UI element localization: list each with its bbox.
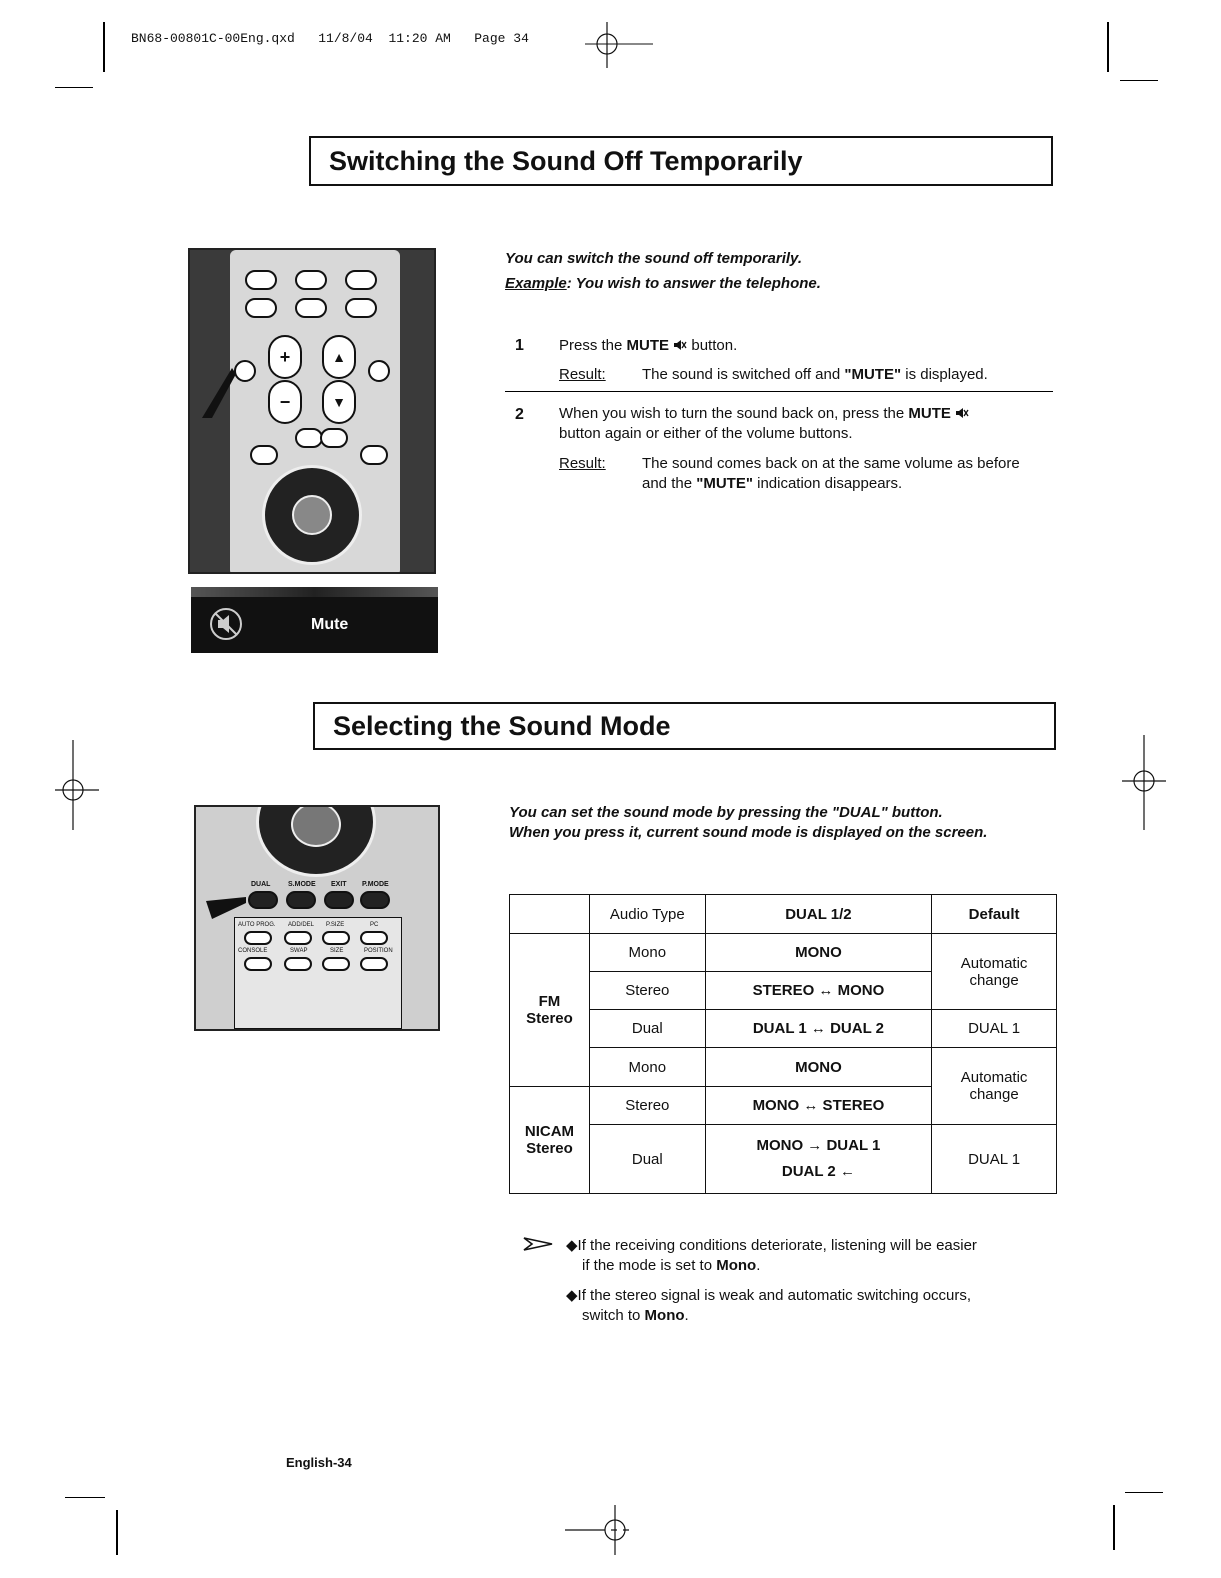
remote-button — [245, 270, 277, 290]
group-name-fm: FM Stereo — [510, 934, 590, 1087]
dual-cycle-bottom: DUAL 2 ← — [781, 1163, 855, 1180]
note-2-end: . — [684, 1307, 689, 1324]
table-row — [510, 934, 1057, 972]
step-2-result-label: Result: — [559, 455, 606, 472]
osd-mute-bar-stripe — [191, 587, 438, 597]
remote-button — [360, 445, 388, 465]
remote-button — [322, 931, 350, 945]
audio-type-cell: Dual — [589, 1125, 705, 1194]
step-2-result-bold: "MUTE" — [696, 475, 753, 492]
sound-mode-table — [509, 894, 1057, 1194]
sound-mode-intro-1: You can set the sound mode by pressing the "DUAL" button. — [509, 804, 943, 821]
remote-button — [360, 957, 388, 971]
remote-label-exit: EXIT — [331, 881, 347, 888]
remote-button — [324, 891, 354, 909]
crop-mark — [1107, 22, 1109, 72]
channel-down-button: ▼ — [322, 380, 356, 424]
step-2-result-b-post: indication disappears. — [752, 475, 903, 492]
remote-button — [360, 931, 388, 945]
step-2-text-a: When you wish to turn the sound back on, press the — [559, 405, 909, 422]
remote-button — [360, 891, 390, 909]
dual-cell: MONO — [705, 1048, 931, 1087]
step-1-result-b: is displayed. — [901, 366, 988, 383]
remote-button — [286, 891, 316, 909]
registration-mark-bottom — [565, 1505, 665, 1555]
sound-mode-intro-2: When you press it, current sound mode is displayed on the screen. — [509, 824, 988, 841]
crop-mark — [1120, 80, 1158, 81]
remote-label-position: POSITION — [364, 948, 393, 954]
table-header-cell: Default — [932, 895, 1057, 934]
remote-label-psize: P.SIZE — [326, 922, 345, 928]
remote-label-adddel: ADD/DEL — [288, 922, 315, 928]
page-number: English-34 — [286, 1455, 352, 1470]
remote-label-dual: DUAL — [251, 881, 271, 888]
section-title-mute-text: Switching the Sound Off Temporarily — [329, 145, 803, 176]
note-1-end: . — [756, 1257, 761, 1274]
step-2-result-a: The sound comes back on at the same volume as before — [642, 455, 1020, 472]
step-1-text — [559, 336, 737, 356]
volume-down-button: − — [268, 380, 302, 424]
note-2-line-b: switch to — [582, 1307, 645, 1324]
remote-label-swap: SWAP — [290, 948, 308, 954]
section-title-mute — [309, 136, 1053, 186]
remote-button — [244, 957, 272, 971]
crop-mark — [1125, 1492, 1163, 1493]
step-1-text-a: Press the — [559, 337, 627, 354]
crop-mark — [1113, 1505, 1115, 1550]
remote-control-image-dual — [194, 805, 440, 1031]
channel-up-button: ▲ — [322, 335, 356, 379]
example-text: : You wish to answer the telephone. — [566, 275, 821, 292]
default-cell: DUAL 1 — [932, 1125, 1057, 1194]
dual-cell: MONO — [705, 934, 931, 972]
file-header-line: BN68-00801C-00Eng.qxd 11/8/04 11:20 AM Page 34 — [131, 31, 529, 46]
remote-button — [295, 428, 323, 448]
dual-cell: DUAL 1 ↔ DUAL 2 — [705, 1010, 931, 1048]
pointer-arrow-icon — [198, 360, 238, 420]
registration-mark-left — [55, 740, 101, 830]
crop-mark — [65, 1497, 105, 1498]
remote-button — [345, 298, 377, 318]
table-row — [510, 1048, 1057, 1087]
table-header-row — [510, 895, 1057, 934]
note-1 — [566, 1236, 977, 1276]
default-cell: Automatic change — [932, 1048, 1057, 1125]
step-1-mute-keyword: MUTE — [626, 337, 670, 354]
mute-example — [505, 275, 821, 292]
registration-mark-top — [585, 22, 655, 68]
audio-type-cell: Dual — [589, 1010, 705, 1048]
remote-button — [244, 931, 272, 945]
remote-label-autoprog: AUTO PROG. — [238, 922, 276, 928]
pointer-arrow-icon — [202, 893, 252, 933]
note-1-line-b: if the mode is set to — [582, 1257, 717, 1274]
remote-control-image-mute — [188, 248, 436, 574]
note-arrow-icon — [522, 1236, 554, 1252]
remote-button — [284, 931, 312, 945]
dual-button — [248, 891, 278, 909]
note-1-bold: Mono — [716, 1257, 757, 1274]
remote-label-pmode: P.MODE — [362, 881, 389, 888]
dual-cycle-top: MONO → DUAL 1 — [756, 1137, 881, 1154]
dual-cell: MONO ↔ STEREO — [705, 1087, 931, 1125]
step-1-text-b: button. — [691, 337, 738, 354]
note-2-bold: Mono — [644, 1307, 685, 1324]
group-name-nicam: NICAM Stereo — [510, 1087, 590, 1194]
remote-button — [245, 298, 277, 318]
step-1-number: 1 — [515, 337, 524, 354]
table-header-cell: DUAL 1/2 — [705, 895, 931, 934]
osd-mute-label: Mute — [311, 616, 349, 633]
table-row — [510, 1010, 1057, 1048]
audio-type-cell: Mono — [589, 934, 705, 972]
step-1-result-text — [642, 365, 988, 385]
table-header-cell: Audio Type — [589, 895, 705, 934]
remote-button — [320, 428, 348, 448]
note-1-line-a: ◆If the receiving conditions deteriorate, listening will be easier — [566, 1237, 977, 1254]
dual-cell: STEREO ↔ MONO — [705, 972, 931, 1010]
audio-type-cell: Mono — [589, 1048, 705, 1087]
mute-intro: You can switch the sound off temporarily. — [505, 250, 802, 267]
remote-label-pc: PC — [370, 922, 379, 928]
section-title-sound-mode — [313, 702, 1056, 750]
note-2-line-a: ◆If the stereo signal is weak and automatic switching occurs, — [566, 1287, 972, 1304]
step-divider — [505, 391, 1053, 392]
remote-button — [345, 270, 377, 290]
dual-cycle-cell — [705, 1125, 931, 1194]
mute-icon — [955, 407, 969, 419]
enter-button — [292, 495, 332, 535]
table-row — [510, 1125, 1057, 1194]
remote-button — [295, 270, 327, 290]
step-1-result-label: Result: — [559, 366, 606, 383]
step-2-result-b-pre: and the — [642, 475, 697, 492]
remote-label-console: CONSOLE — [238, 948, 268, 954]
step-1-result-bold: "MUTE" — [844, 366, 902, 383]
crop-mark — [103, 22, 105, 72]
registration-mark-right — [1122, 735, 1168, 830]
example-label: Example — [505, 275, 567, 292]
default-cell: Automatic change — [932, 934, 1057, 1010]
remote-label-smode: S.MODE — [288, 881, 316, 888]
step-2-mute-keyword: MUTE — [908, 405, 951, 422]
osd-mute-bar — [191, 587, 438, 653]
note-2 — [566, 1286, 971, 1326]
remote-button — [250, 445, 278, 465]
step-2-text — [559, 404, 1029, 444]
step-1-result-a: The sound is switched off and — [642, 366, 845, 383]
crop-mark — [55, 87, 93, 88]
table-header-cell — [510, 895, 590, 934]
audio-type-cell: Stereo — [589, 1087, 705, 1125]
step-2-result-text — [642, 454, 1052, 494]
mute-speaker-icon — [209, 607, 243, 641]
audio-type-cell: Stereo — [589, 972, 705, 1010]
default-cell: DUAL 1 — [932, 1010, 1057, 1048]
section-title-sound-mode-text: Selecting the Sound Mode — [333, 710, 671, 741]
remote-button — [322, 957, 350, 971]
remote-button — [284, 957, 312, 971]
volume-up-button: + — [268, 335, 302, 379]
step-2-text-b: button again or either of the volume buttons. — [559, 425, 853, 442]
mute-icon — [673, 339, 687, 351]
crop-mark — [116, 1510, 118, 1555]
step-2-number: 2 — [515, 406, 524, 423]
remote-button — [368, 360, 390, 382]
remote-button — [295, 298, 327, 318]
remote-label-size: SIZE — [330, 948, 344, 954]
